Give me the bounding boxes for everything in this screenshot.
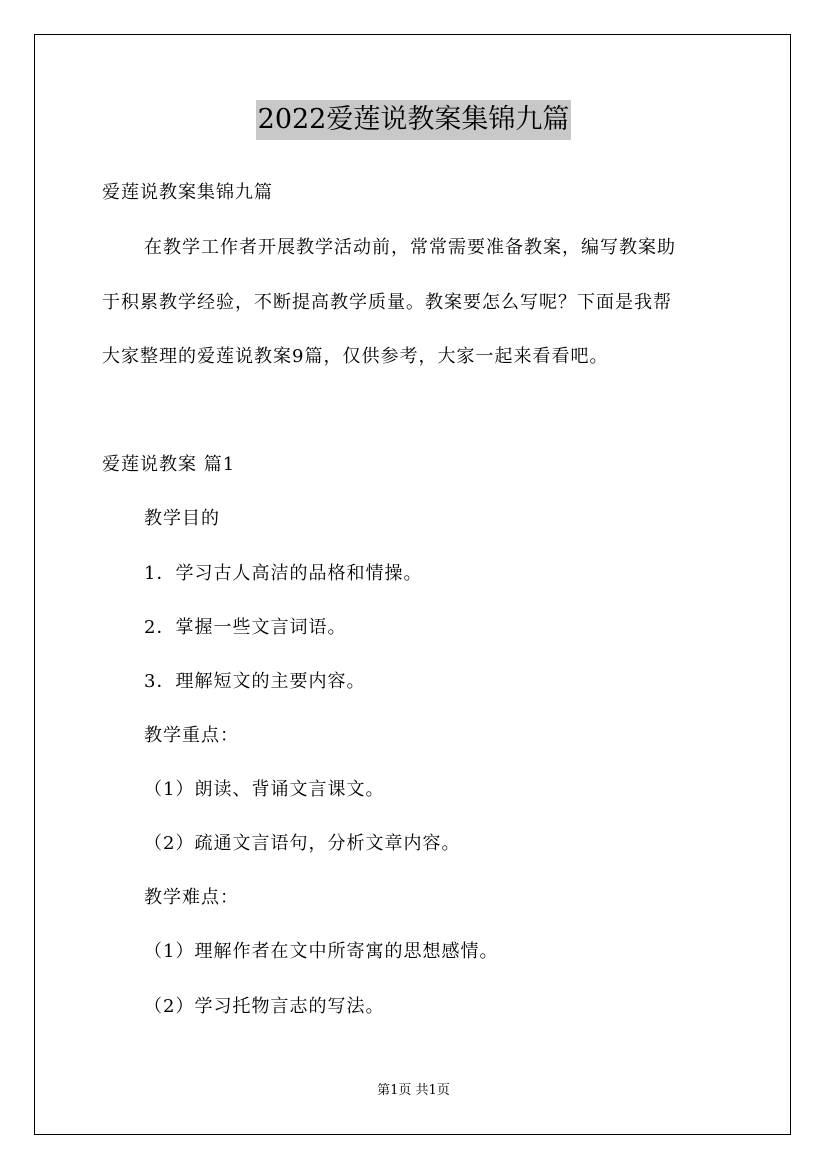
document-title: 2022爱莲说教案集锦九篇: [256, 100, 572, 140]
goal-item-1: 1．学习古人高洁的品格和情操。: [144, 563, 423, 584]
difficulty-item-1: （1）理解作者在文中所寄寓的思想感情。: [144, 941, 499, 962]
goals-heading: 教学目的: [144, 508, 220, 529]
intro-line-3: 大家整理的爱莲说教案9篇，仅供参考，大家一起来看看吧。: [102, 346, 609, 367]
goal-item-2: 2．掌握一些文言词语。: [144, 617, 347, 638]
goal-item-3: 3．理解短文的主要内容。: [144, 671, 366, 692]
intro-line-2: 于积累教学经验，不断提高教学质量。教案要怎么写呢？下面是我帮: [102, 292, 672, 313]
key-point-item-1: （1）朗读、背诵文言课文。: [144, 779, 385, 800]
difficulty-item-2: （2）学习托物言志的写法。: [144, 996, 385, 1017]
intro-line-1: 在教学工作者开展教学活动前，常常需要准备教案，编写教案助: [144, 237, 676, 258]
section-heading: 爱莲说教案 篇1: [102, 454, 236, 475]
document-subtitle: 爱莲说教案集锦九篇: [102, 182, 273, 203]
difficulties-heading: 教学难点：: [144, 887, 239, 908]
title-container: [0, 100, 827, 140]
key-point-item-2: （2）疏通文言语句，分析文章内容。: [144, 833, 461, 854]
key-points-heading: 教学重点：: [144, 725, 239, 746]
page-indicator: 第1页 共1页: [377, 1083, 450, 1098]
